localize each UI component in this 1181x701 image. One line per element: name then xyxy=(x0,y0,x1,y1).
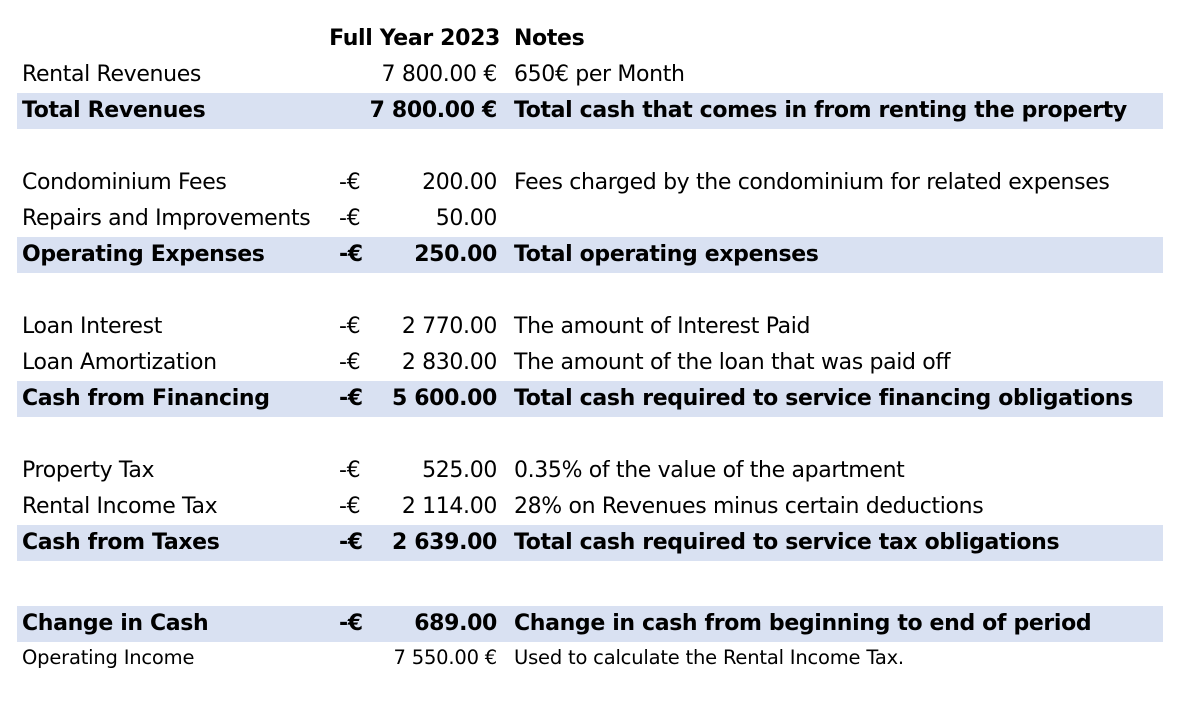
row-amount: 689.00 xyxy=(414,611,497,636)
row-label: Loan Amortization xyxy=(22,350,217,375)
row-sign: -€ xyxy=(339,242,363,267)
row-amount: 5 600.00 xyxy=(391,386,497,411)
row-label: Cash from Taxes xyxy=(22,530,220,555)
row-rental-income-tax xyxy=(17,489,1163,525)
row-amount: 7 550.00 € xyxy=(393,646,497,669)
row-label: Repairs and Improvements xyxy=(22,206,311,231)
row-rental-revenues xyxy=(17,57,1163,93)
row-note: Change in cash from beginning to end of period xyxy=(514,611,1092,636)
row-note: 650€ per Month xyxy=(514,62,685,87)
row-note: The amount of the loan that was paid off xyxy=(514,350,951,375)
notes-header: Notes xyxy=(514,26,585,51)
row-label: Operating Income xyxy=(22,646,195,669)
row-loan-interest xyxy=(17,309,1163,345)
row-loan-amortization xyxy=(17,345,1163,381)
row-label: Change in Cash xyxy=(22,611,209,636)
row-label: Total Revenues xyxy=(22,98,206,123)
row-condominium-fees xyxy=(17,165,1163,201)
row-note: Used to calculate the Rental Income Tax. xyxy=(514,646,904,669)
row-note: The amount of Interest Paid xyxy=(514,314,811,339)
row-amount: 50.00 xyxy=(435,206,497,231)
row-note: Total operating expenses xyxy=(514,242,819,267)
row-sign: -€ xyxy=(339,206,361,231)
row-note: Fees charged by the condominium for related expenses xyxy=(514,170,1110,195)
row-amount: 2 830.00 xyxy=(401,350,497,375)
row-repairs-improvements xyxy=(17,201,1163,237)
row-note: Total cash required to service financing obligations xyxy=(514,386,1133,411)
row-label: Rental Income Tax xyxy=(22,494,218,519)
row-operating-income xyxy=(17,640,1163,676)
row-note: 28% on Revenues minus certain deductions xyxy=(514,494,984,519)
row-note: 0.35% of the value of the apartment xyxy=(514,458,905,483)
row-change-in-cash xyxy=(17,606,1163,642)
row-cash-from-taxes xyxy=(17,525,1163,561)
row-note: Total cash required to service tax obligations xyxy=(514,530,1060,555)
row-sign: -€ xyxy=(339,458,361,483)
row-amount: 200.00 xyxy=(422,170,497,195)
row-sign: -€ xyxy=(339,494,361,519)
row-sign: -€ xyxy=(339,611,363,636)
row-label: Rental Revenues xyxy=(22,62,202,87)
row-sign: -€ xyxy=(339,386,363,411)
row-label: Property Tax xyxy=(22,458,155,483)
row-sign: -€ xyxy=(339,350,361,375)
row-amount: 525.00 xyxy=(422,458,497,483)
row-cash-from-financing xyxy=(17,381,1163,417)
row-total-revenues xyxy=(17,93,1163,129)
row-sign: -€ xyxy=(339,170,361,195)
row-amount: 2 114.00 xyxy=(401,494,497,519)
row-note: Total cash that comes in from renting the property xyxy=(514,98,1127,123)
row-sign: -€ xyxy=(339,314,361,339)
row-label: Operating Expenses xyxy=(22,242,265,267)
row-property-tax xyxy=(17,453,1163,489)
row-label: Condominium Fees xyxy=(22,170,227,195)
row-operating-expenses xyxy=(17,237,1163,273)
row-sign: -€ xyxy=(339,530,363,555)
row-amount: 250.00 xyxy=(414,242,497,267)
row-amount: 7 800.00 € xyxy=(369,98,497,123)
row-amount: 7 800.00 € xyxy=(381,62,497,87)
row-note xyxy=(514,201,1174,237)
row-amount: 2 770.00 xyxy=(401,314,497,339)
header-row xyxy=(17,21,1163,57)
row-amount: 2 639.00 xyxy=(391,530,497,555)
period-header: Full Year 2023 xyxy=(329,26,500,51)
row-label: Loan Interest xyxy=(22,314,162,339)
row-label: Cash from Financing xyxy=(22,386,270,411)
